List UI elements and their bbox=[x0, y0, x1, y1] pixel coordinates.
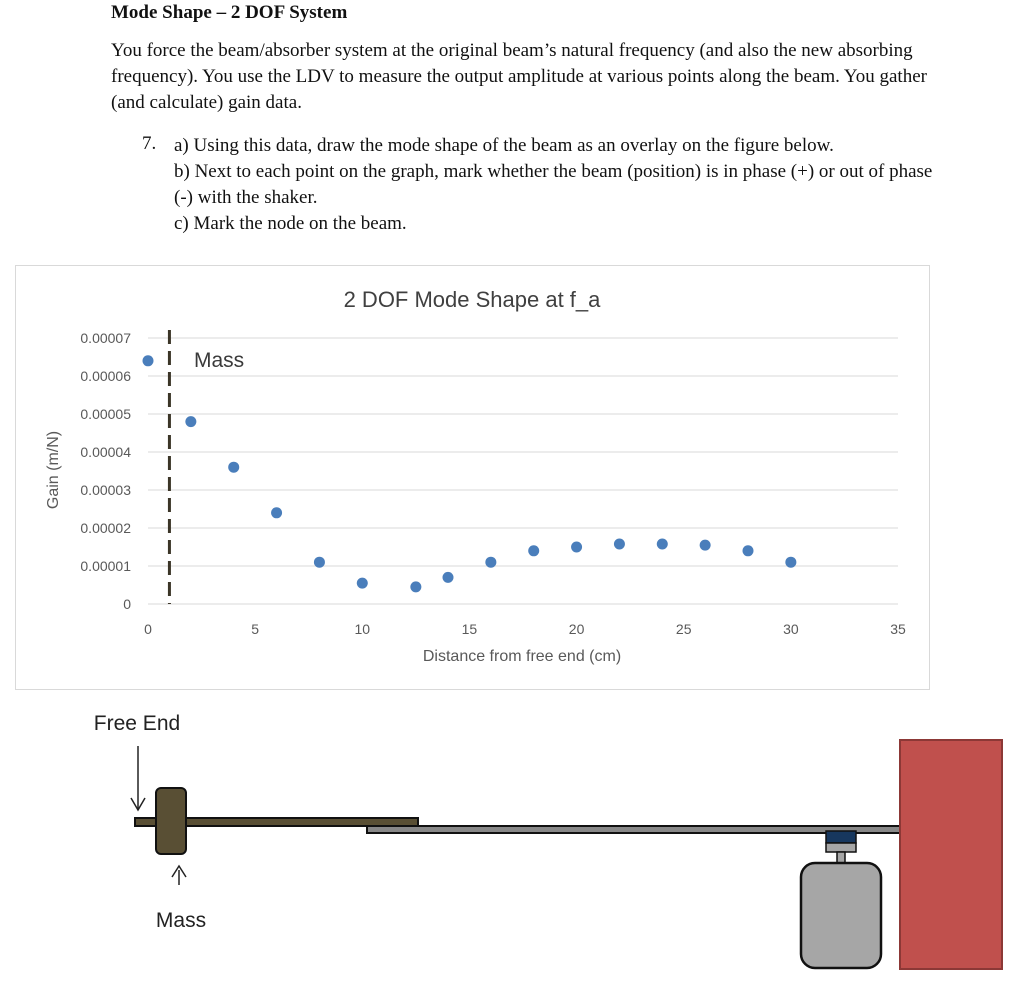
mass-arrow-icon bbox=[172, 866, 186, 885]
data-point bbox=[657, 538, 668, 549]
beam-diagram bbox=[0, 690, 1024, 1001]
section-title: Mode Shape – 2 DOF System bbox=[111, 2, 348, 23]
question-part-c: c) Mark the node on the beam. bbox=[174, 213, 407, 234]
question-part-b: b) Next to each point on the graph, mark whether the beam (position) is in phase (+) or out of phase (-) with the shaker. bbox=[174, 161, 933, 208]
y-tick-label: 0.00002 bbox=[80, 520, 131, 536]
question-number: 7. bbox=[142, 133, 157, 154]
y-tick-label: 0.00001 bbox=[80, 558, 131, 574]
x-tick-label: 35 bbox=[890, 621, 906, 637]
x-tick-label: 0 bbox=[144, 621, 152, 637]
mass-block bbox=[156, 788, 186, 854]
x-tick-label: 20 bbox=[568, 621, 585, 637]
x-axis-label: Distance from free end (cm) bbox=[422, 648, 622, 665]
y-tick-label: 0.00005 bbox=[80, 406, 131, 422]
y-tick-labels bbox=[80, 330, 131, 612]
mass-annotation: Mass bbox=[194, 349, 245, 372]
gridlines bbox=[148, 338, 898, 604]
chart-frame bbox=[15, 265, 930, 690]
chart-title: 2 DOF Mode Shape at f_a bbox=[343, 287, 601, 312]
free-end-label: Free End bbox=[93, 712, 181, 735]
x-tick-label: 5 bbox=[251, 621, 260, 637]
y-tick-label: 0.00006 bbox=[80, 368, 131, 384]
x-tick-label: 15 bbox=[461, 621, 478, 637]
y-tick-label: 0.00004 bbox=[80, 444, 131, 460]
mass-label: Mass bbox=[155, 909, 207, 932]
x-tick-labels bbox=[144, 621, 906, 637]
data-points bbox=[143, 355, 797, 592]
y-tick-label: 0.00007 bbox=[80, 330, 131, 346]
clamp-block bbox=[900, 740, 1002, 969]
data-point bbox=[271, 507, 282, 518]
x-tick-label: 10 bbox=[354, 621, 371, 637]
data-point bbox=[571, 542, 582, 553]
data-point bbox=[785, 557, 796, 568]
data-point bbox=[143, 355, 154, 366]
shaker bbox=[801, 831, 881, 968]
data-point bbox=[614, 538, 625, 549]
x-tick-label: 25 bbox=[675, 621, 692, 637]
data-point bbox=[357, 578, 368, 589]
y-tick-label: 0 bbox=[123, 596, 131, 612]
shaker-body bbox=[801, 863, 881, 968]
mode-shape-chart bbox=[16, 266, 929, 689]
question-part-a: a) Using this data, draw the mode shape of the beam as an overlay on the figure below. bbox=[174, 135, 834, 156]
data-point bbox=[485, 557, 496, 568]
data-point bbox=[443, 572, 454, 583]
x-tick-label: 30 bbox=[783, 621, 799, 637]
data-point bbox=[700, 540, 711, 551]
main-beam bbox=[367, 826, 900, 833]
data-point bbox=[185, 416, 196, 427]
shaker-cap bbox=[826, 831, 856, 843]
data-point bbox=[228, 462, 239, 473]
intro-paragraph: You force the beam/absorber system at the original beam’s natural frequency (and also the new absorbing frequency). You use the LDV to measure the output amplitude at various points along the beam. You gather (and calculate) gain data. bbox=[111, 40, 927, 113]
y-tick-label: 0.00003 bbox=[80, 482, 131, 498]
free-end-arrow-icon bbox=[131, 746, 145, 810]
data-point bbox=[410, 581, 421, 592]
data-point bbox=[314, 557, 325, 568]
data-point bbox=[743, 545, 754, 556]
shaker-stinger bbox=[826, 843, 856, 852]
y-axis-label: Gain (m/N) bbox=[45, 430, 62, 510]
data-point bbox=[528, 545, 539, 556]
